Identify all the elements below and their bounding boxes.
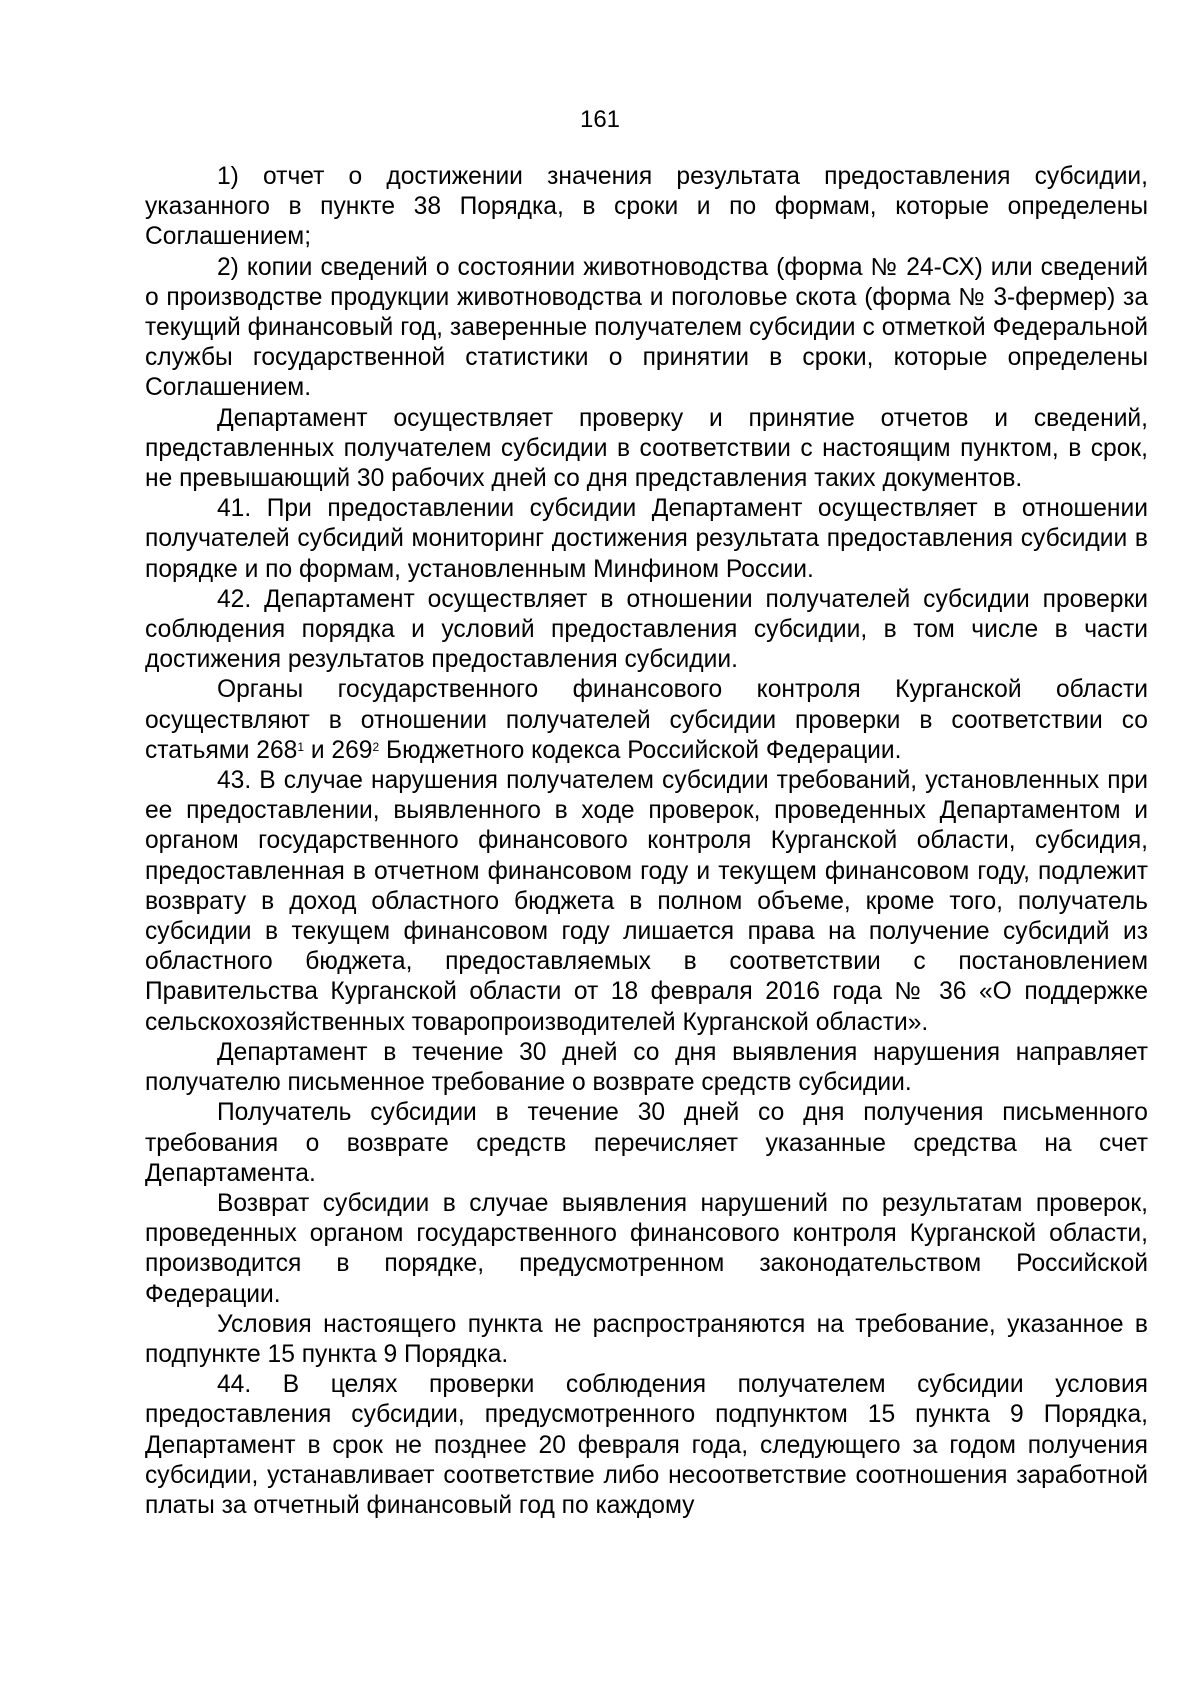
superscript-marker: 2 — [372, 739, 380, 754]
paragraph-financial-control — [145, 675, 1148, 766]
superscript-marker: 1 — [297, 739, 305, 754]
paragraph-item-43: 43. В случае нарушения получателем субсидии требований, установленных при ее предоставлении, выявленного в ходе проверок, проведенных Департаментом и органом государственного финансового контроля Курганской области, субсидия, предоставленная в отчетном финансовом году и текущем финансовом году, подлежит возврату в доход областного бюджета в полном объеме, кроме того, получатель субсидии в текущем финансовом году лишается права на получение субсидий из областного бюджета, предоставляемых в соответствии с постановлением Правительства Курганской области от 18 февраля 2016 года № 36 «О поддержке сельскохозяйственных товаропроизводителей Курганской области». — [145, 767, 1148, 1036]
paragraph-report-achievement: 1) отчет о достижении значения результата предоставления субсидии, указанного в пункте 38 Порядка, в сроки и по формам, которые определены Соглашением; — [145, 163, 1148, 251]
paragraph-return-procedure: Возврат субсидии в случае выявления нарушений по результатам проверок, проведенных органом государственного финансового контроля Курганской области, производится в порядке, предусмотренном законодательством Российской Федерации. — [145, 1189, 1148, 1308]
paragraph-department-review: Департамент осуществляет проверку и принятие отчетов и сведений, представленных получателем субсидии в соответствии с настоящим пунктом, в срок, не превышающий 30 рабочих дней со дня представления таких документов. — [145, 404, 1148, 493]
paragraph-item-41: 41. При предоставлении субсидии Департамент осуществляет в отношении получателей субсидий мониторинг достижения результата предоставления субсидии в порядке и по формам, установленным Минфином России. — [145, 495, 1148, 583]
paragraph-livestock-copies: 2) копии сведений о состоянии животноводства (форма № 24-СХ) или сведений о производстве продукции животноводства и поголовье скота (форма № 3-фермер) за текущий финансовый год, заверенные получателем субсидии с отметкой Федеральной службы государственной статистики о принятии в сроки, которые определены Соглашением. — [145, 253, 1148, 402]
paragraph-text-part: Бюджетного кодекса Российской Федерации. — [379, 736, 902, 764]
paragraph-item-44: 44. В целях проверки соблюдения получателем субсидии условия предоставления субсидии, предусмотренного подпунктом 15 пункта 9 Порядка, Департамент в срок не позднее 20 февраля года, следующего за годом получения субсидии, устанавливает соответствие либо несоответствие соотношения заработной платы за отчетный финансовый год по каждому — [145, 1371, 1148, 1519]
page-number: 161 — [579, 106, 621, 133]
paragraph-recipient-return: Получатель субсидии в течение 30 дней со дня получения письменного требования о возврате средств перечисляет указанные средства на счет Департамента. — [145, 1099, 1148, 1187]
paragraph-item-42: 42. Департамент осуществляет в отношении получателей субсидии проверки соблюдения порядка и условий предоставления субсидии, в том числе в части достижения результатов предоставления субсидии. — [145, 585, 1148, 674]
paragraph-text-part: Органы государственного финансового контроля Курганской области осуществляют в отношении получателей субсидии проверки в соответствии со статьями 268 — [145, 676, 1148, 764]
paragraph-text-part: и 269 — [304, 736, 373, 764]
paragraph-violation-notice: Департамент в течение 30 дней со дня выявления нарушения направляет получателю письменное требование о возврате средств субсидии. — [145, 1038, 1148, 1097]
document-body — [145, 162, 1148, 1521]
paragraph-conditions-exception: Условия настоящего пункта не распространяются на требование, указанное в подпункте 15 пункта 9 Порядка. — [145, 1310, 1148, 1368]
